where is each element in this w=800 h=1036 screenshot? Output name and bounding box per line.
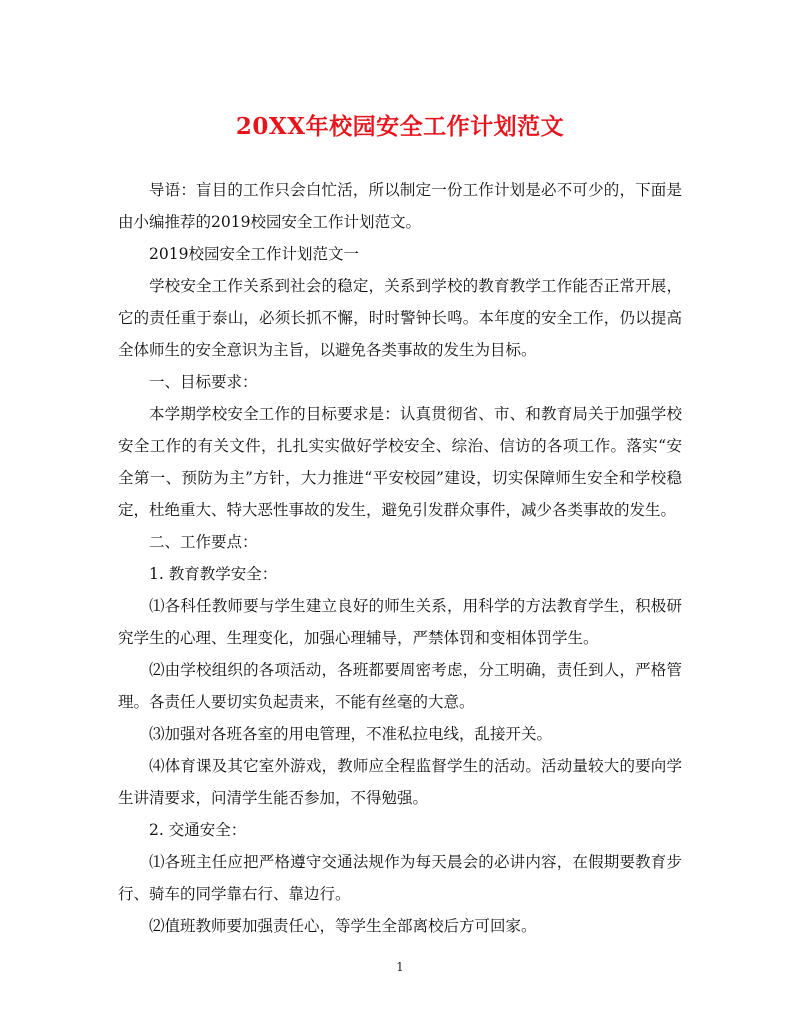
list-item: ⑴各班主任应把严格遵守交通法规作为每天晨会的必讲内容，在假期要教育步行、骑车的同学靠右行、靠边行。 <box>118 853 682 903</box>
subsection-heading: 1. 教育教学安全： <box>149 565 278 583</box>
body-paragraph: 学校安全工作关系到社会的稳定，关系到学校的教育教学工作能否正常开展，它的责任重于泰山，必须长抓不懈，时时警钟长鸣。本年度的安全工作，仍以提高全体师生的安全意识为主旨，以避免各类事故的发生为目标。 <box>118 277 682 359</box>
document-title: 20XX年校园安全工作计划范文 <box>235 113 565 140</box>
section-heading: 一、目标要求： <box>149 373 258 391</box>
intro-paragraph: 导语：盲目的工作只会白忙活，所以制定一份工作计划是必不可少的，下面是由小编推荐的2019校园安全工作计划范文。 <box>118 181 682 231</box>
list-item: ⑴各科任教师要与学生建立良好的师生关系，用科学的方法教育学生，积极研究学生的心理、生理变化，加强心理辅导，严禁体罚和变相体罚学生。 <box>118 597 682 647</box>
list-item: ⑵值班教师要加强责任心，等学生全部离校后方可回家。 <box>149 917 537 935</box>
list-item: ⑵由学校组织的各项活动，各班都要周密考虑，分工明确，责任到人，严格管理。各责任人要切实负起责来，不能有丝毫的大意。 <box>118 661 682 711</box>
document-body <box>118 174 682 942</box>
body-paragraph: 本学期学校安全工作的目标要求是：认真贯彻省、市、和教育局关于加强学校安全工作的有关文件，扎扎实实做好学校安全、综治、信访的各项工作。落实“安全第一、预防为主”方针，大力推进“平安校园”建设，切实保障师生安全和学校稳定，杜绝重大、特大恶性事故的发生，避免引发群众事件，减少各类事故的发生。 <box>118 405 682 519</box>
section-subtitle: 2019校园安全工作计划范文一 <box>149 245 359 263</box>
section-heading: 二、工作要点： <box>149 533 258 551</box>
subsection-heading: 2. 交通安全： <box>149 821 247 839</box>
list-item: ⑷体育课及其它室外游戏，教师应全程监督学生的活动。活动量较大的要向学生讲清要求，问清学生能否参加，不得勉强。 <box>118 757 682 807</box>
list-item: ⑶加强对各班各室的用电管理，不准私拉电线，乱接开关。 <box>149 725 553 743</box>
page-number: 1 <box>396 960 404 974</box>
